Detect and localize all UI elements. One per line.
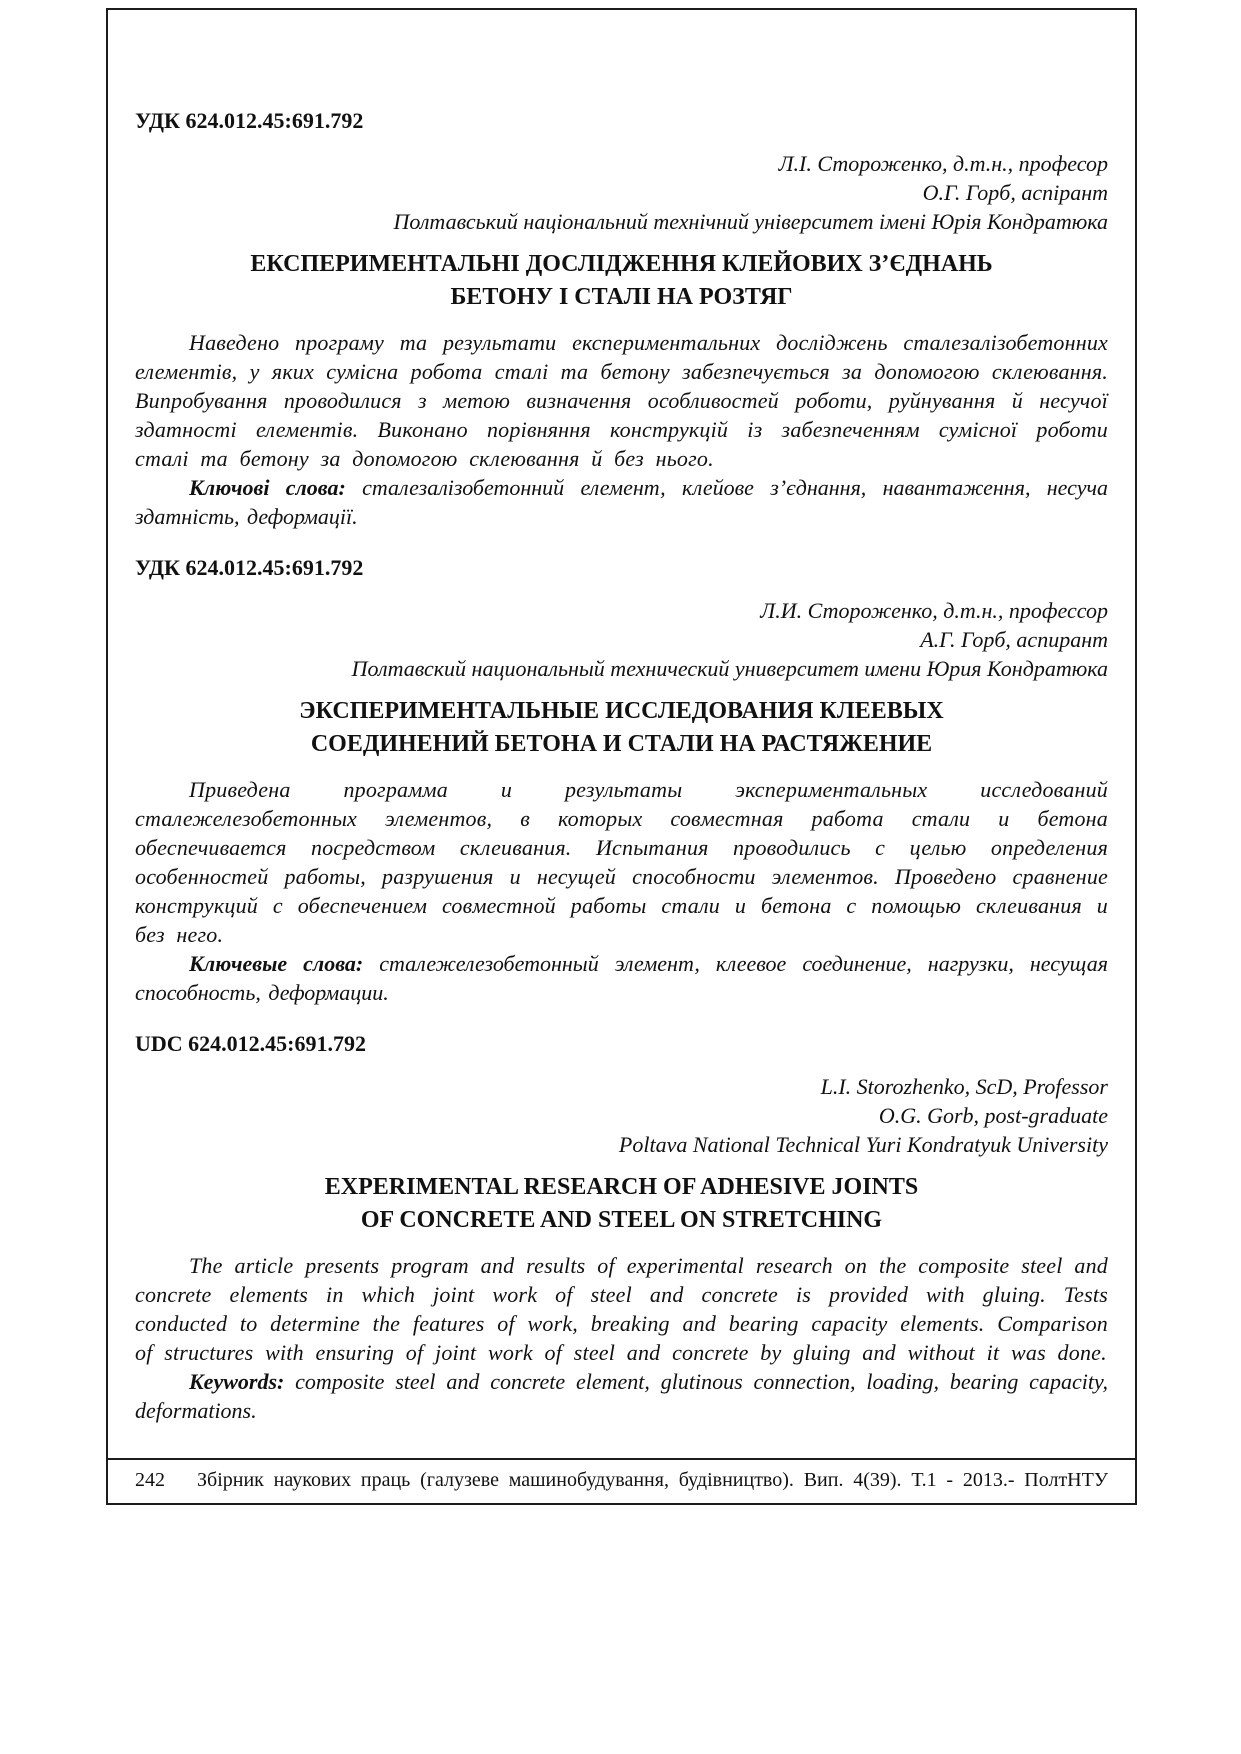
page-footer — [108, 1458, 1135, 1503]
section-ukrainian — [135, 106, 1108, 531]
author-line: L.I. Storozhenko, ScD, Professor — [820, 1074, 1108, 1099]
journal-reference: Збірник наукових праць (галузеве машинобудування, будівництво). Вип. 4(39). Т.1 - 2013.- ПолтНТУ — [197, 1469, 1108, 1491]
page-number: 242 — [135, 1469, 165, 1491]
keywords-text: сталезалізобетонний елемент, клейове з’єднання, навантаження, несуча здатність, деформації. — [135, 475, 1108, 529]
keywords-label: Ключевые слова: — [189, 951, 364, 976]
keywords-text: composite steel and concrete element, glutinous connection, loading, bearing capacity, deformations. — [135, 1369, 1108, 1423]
page-content — [108, 10, 1135, 1458]
author-line: О.Г. Горб, аспірант — [922, 180, 1108, 205]
section-russian — [135, 553, 1108, 1007]
author-block — [135, 149, 1108, 236]
affiliation-line: Полтавский национальный технический университет имени Юрия Кондратюка — [351, 656, 1108, 681]
keywords-label: Keywords: — [189, 1369, 285, 1394]
title-line: OF CONCRETE AND STEEL ON STRETCHING — [360, 1207, 883, 1233]
title-line: СОЕДИНЕНИЙ БЕТОНА И СТАЛИ НА РАСТЯЖЕНИЕ — [310, 731, 933, 757]
article-title — [135, 695, 1108, 761]
author-line: O.G. Gorb, post-graduate — [878, 1103, 1108, 1128]
page-frame — [106, 8, 1137, 1505]
title-line: EXPERIMENTAL RESEARCH OF ADHESIVE JOINTS — [324, 1174, 919, 1200]
udc-code: UDC 624.012.45:691.792 — [135, 1031, 366, 1056]
abstract-paragraph: Приведена программа и результаты экспериментальных исследований сталежелезобетонных элементов, в которых совместная работа стали и бетона обеспечивается посредством склеивания. Испытания проводились с целью определения особенностей работы, разрушения и несущей способности элементов. Проведено сравнение конструкций с обеспечением совместной работы стали и бетона с помощью склеивания и без него. — [135, 777, 1108, 947]
author-block — [135, 596, 1108, 683]
keywords-paragraph — [135, 949, 1108, 1007]
title-line: ЕКСПЕРИМЕНТАЛЬНІ ДОСЛІДЖЕННЯ КЛЕЙОВИХ З’ЄДНАНЬ — [250, 251, 993, 277]
keywords-paragraph — [135, 1367, 1108, 1425]
affiliation-line: Полтавський національний технічний університет імені Юрія Кондратюка — [393, 209, 1108, 234]
title-line: БЕТОНУ І СТАЛІ НА РОЗТЯГ — [450, 284, 793, 310]
author-line: А.Г. Горб, аспирант — [920, 627, 1108, 652]
udc-code: УДК 624.012.45:691.792 — [135, 108, 364, 133]
affiliation-line: Poltava National Technical Yuri Kondratyuk University — [618, 1132, 1108, 1157]
article-title — [135, 248, 1108, 314]
author-block — [135, 1072, 1108, 1159]
abstract-paragraph: Наведено програму та результати експериментальних досліджень сталезалізобетонних елементів, у яких сумісна робота сталі та бетону забезпечується за допомогою склеювання. Випробування проводилися з метою визначення особливостей роботи, руйнування й несучої здатності елементів. Виконано порівняння конструкцій із забезпеченням сумісної роботи сталі та бетону за допомогою склеювання й без нього. — [135, 330, 1108, 471]
keywords-paragraph — [135, 473, 1108, 531]
keywords-text: сталежелезобетонный элемент, клеевое соединение, нагрузки, несущая способность, деформации. — [135, 951, 1108, 1005]
section-english — [135, 1029, 1108, 1425]
title-line: ЭКСПЕРИМЕНТАЛЬНЫЕ ИССЛЕДОВАНИЯ КЛЕЕВЫХ — [299, 698, 944, 724]
keywords-label: Ключові слова: — [189, 475, 346, 500]
author-line: Л.І. Стороженко, д.т.н., професор — [778, 151, 1108, 176]
article-title — [135, 1171, 1108, 1237]
udc-code: УДК 624.012.45:691.792 — [135, 555, 364, 580]
abstract-paragraph: The article presents program and results of experimental research on the composite steel and concrete elements in which joint work of steel and concrete is provided with gluing. Tests conducted to determine the features of work, breaking and bearing capacity elements. Comparison of structures with ensuring of joint work of steel and concrete by gluing and without it was done. — [135, 1253, 1108, 1365]
author-line: Л.И. Стороженко, д.т.н., профессор — [760, 598, 1108, 623]
